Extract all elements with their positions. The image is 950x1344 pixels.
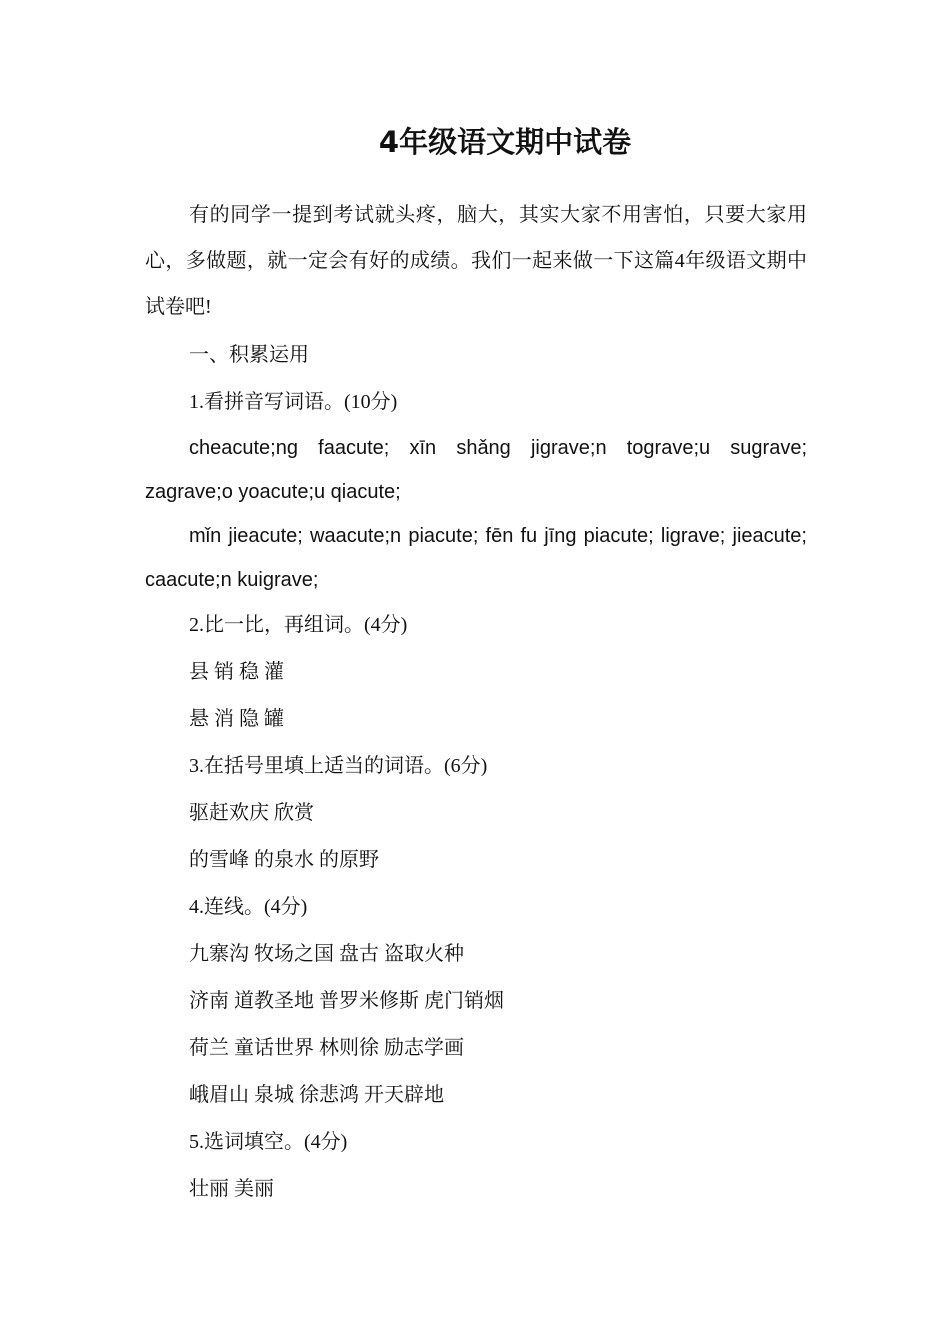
pinyin-line-2: mǐn jieacute; waacute;n piacute; fēn fu jīng piacute; ligrave; jieacute; caacute;n kuigrave;	[145, 525, 807, 591]
question-3: 3.在括号里填上适当的词语。(6分)	[189, 755, 488, 777]
question-2: 2.比一比，再组词。(4分)	[189, 614, 408, 636]
section-heading: 一、积累运用	[189, 344, 309, 366]
question-2-row-2: 悬 消 隐 罐	[189, 708, 284, 730]
question-4-row-3: 荷兰 童话世界 林则徐 励志学画	[189, 1037, 464, 1059]
question-3-row-2: 的雪峰 的泉水 的原野	[189, 849, 379, 871]
question-2-row-1: 县 销 稳 灌	[189, 661, 284, 683]
question-4-row-4: 峨眉山 泉城 徐悲鸿 开天辟地	[189, 1084, 444, 1106]
question-5: 5.选词填空。(4分)	[189, 1131, 348, 1153]
document-body	[145, 192, 807, 1213]
pinyin-line-1: cheacute;ng faacute; xīn shǎng jigrave;n tograve;u sugrave; zagrave;o yoacute;u qiacute;	[145, 437, 807, 503]
document-title: 4年级语文期中试卷	[378, 125, 632, 159]
question-3-row-1: 驱赶欢庆 欣赏	[189, 802, 314, 824]
intro-paragraph: 有的同学一提到考试就头疼，脑大，其实大家不用害怕，只要大家用心，多做题，就一定会有好的成绩。我们一起来做一下这篇4年级语文期中试卷吧!	[145, 204, 807, 318]
question-4-row-1: 九寨沟 牧场之国 盘古 盗取火种	[189, 943, 464, 965]
question-4-row-2: 济南 道教圣地 普罗米修斯 虎门销烟	[189, 990, 504, 1012]
question-5-row-1: 壮丽 美丽	[189, 1178, 274, 1200]
question-4: 4.连线。(4分)	[189, 896, 308, 918]
question-1: 1.看拼音写词语。(10分)	[189, 391, 398, 413]
